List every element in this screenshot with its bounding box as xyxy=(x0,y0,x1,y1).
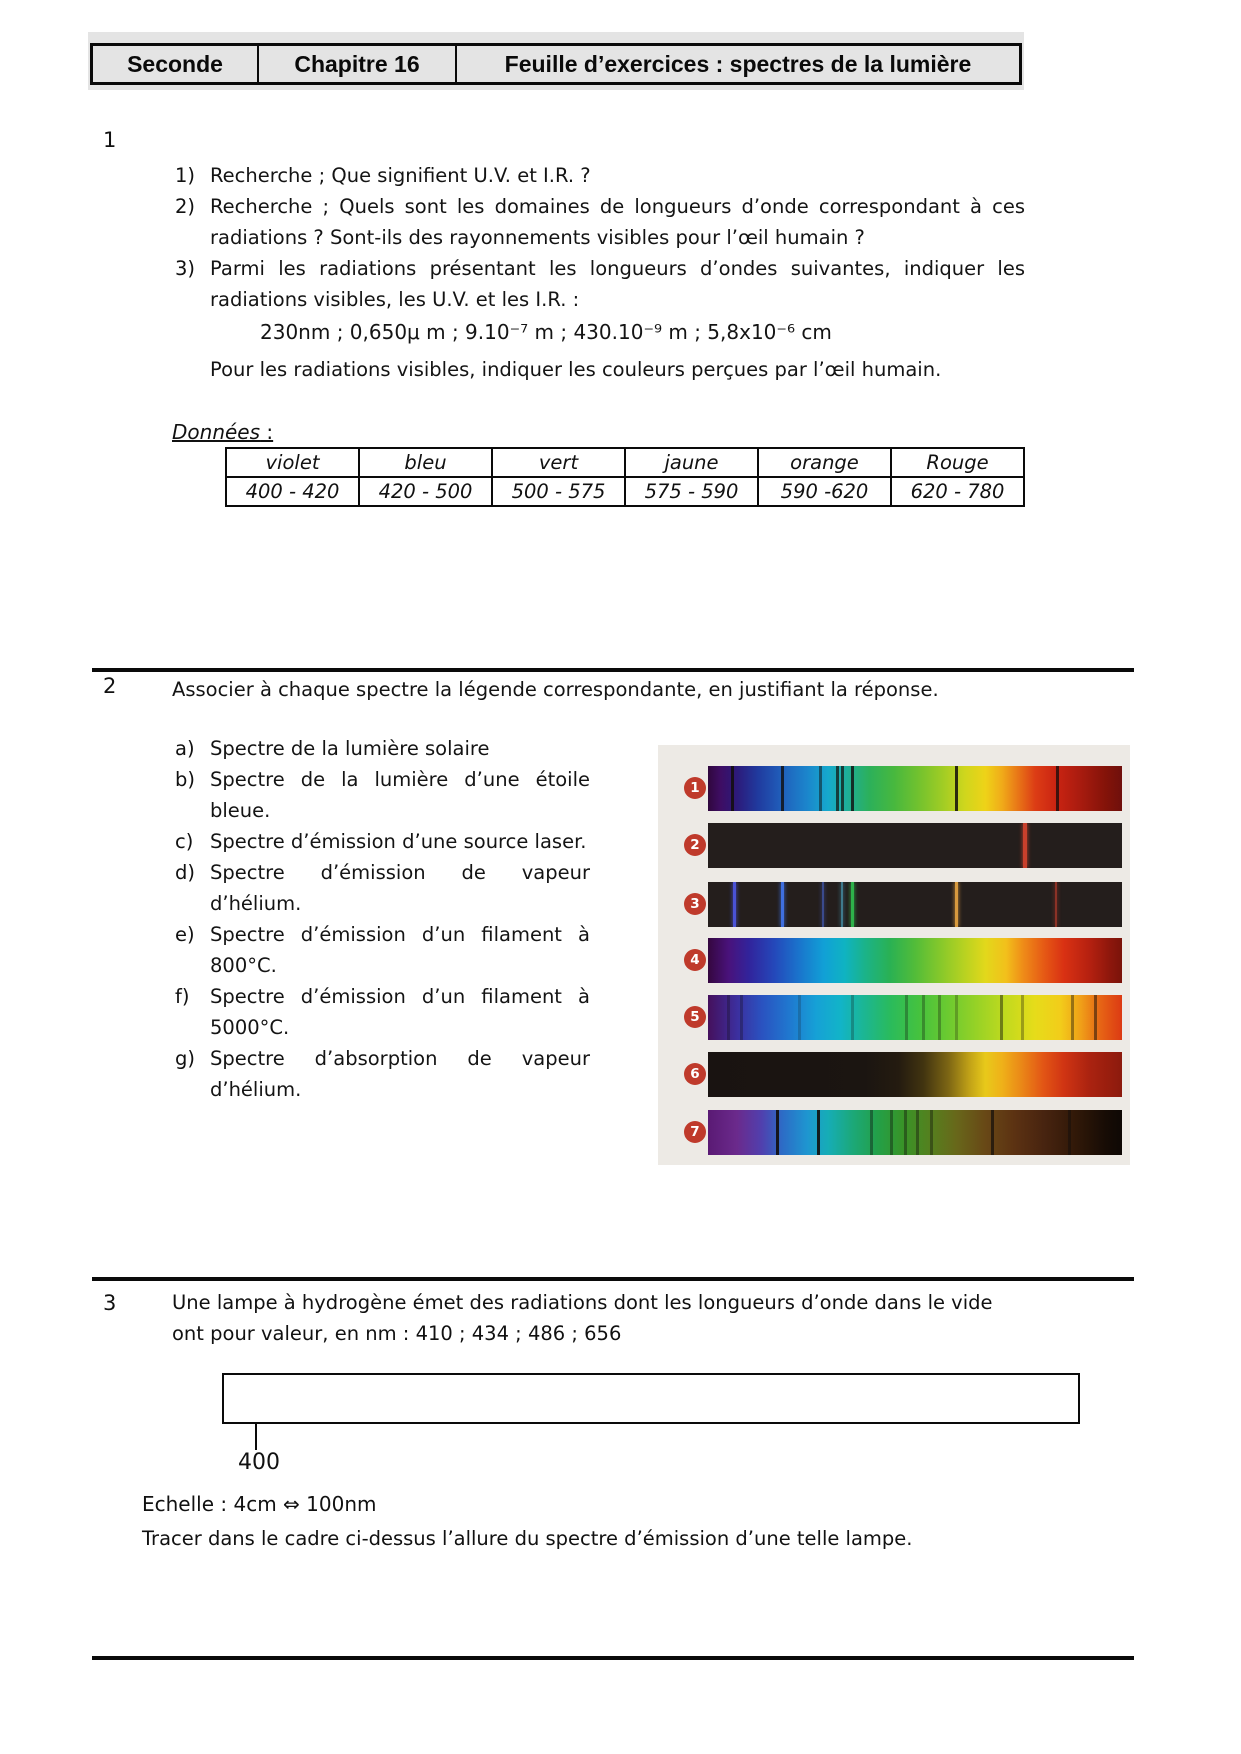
emission-line xyxy=(955,882,958,927)
spectrum-draw-box xyxy=(222,1373,1080,1424)
spectrum-number-badge: 3 xyxy=(684,893,706,915)
emission-line xyxy=(851,882,854,927)
table-value-cell: 620 - 780 xyxy=(891,477,1024,506)
document-header xyxy=(88,32,1024,90)
header-cell-chapter: Chapitre 16 xyxy=(259,46,457,82)
item-number: 1) xyxy=(175,164,196,187)
legend-text: Spectre d’absorption de vapeur d’hélium. xyxy=(210,1047,590,1101)
absorption-line xyxy=(817,1110,820,1155)
legend-item xyxy=(175,981,595,1043)
scale-label: Echelle : 4cm ⇔ 100nm xyxy=(142,1492,377,1516)
table-value-cell: 500 - 575 xyxy=(492,477,625,506)
bottom-rule xyxy=(92,1656,1134,1660)
exercise2-legend-list xyxy=(175,733,595,1105)
spectrum-band xyxy=(708,1052,1122,1097)
absorption-line xyxy=(922,995,925,1040)
table-header-cell: jaune xyxy=(625,448,758,477)
legend-item xyxy=(175,857,595,919)
absorption-line xyxy=(938,995,941,1040)
item-text: Recherche ; Quels sont les domaines de longueurs d’onde correspondant à ces radiations ? Sont-ils des rayonnements visibles pour l’œil humain ? xyxy=(210,195,1025,249)
table-header-cell: violet xyxy=(226,448,359,477)
absorption-line xyxy=(1000,995,1003,1040)
spectrum-number-badge: 4 xyxy=(684,949,706,971)
absorption-line xyxy=(836,766,839,811)
legend-text: Spectre d’émission d’une source laser. xyxy=(210,830,587,853)
table-value-cell: 575 - 590 xyxy=(625,477,758,506)
axis-tick-400 xyxy=(255,1422,257,1450)
legend-item xyxy=(175,919,595,981)
visible-colors-note: Pour les radiations visibles, indiquer les couleurs perçues par l’œil humain. xyxy=(210,358,942,381)
legend-text: Spectre de la lumière solaire xyxy=(210,737,490,760)
absorption-line xyxy=(991,1110,994,1155)
legend-item xyxy=(175,826,595,857)
legend-item xyxy=(175,1043,595,1105)
absorption-line xyxy=(905,995,908,1040)
absorption-line xyxy=(1056,766,1059,811)
legend-letter: f) xyxy=(175,985,190,1008)
spectrum-number-badge: 7 xyxy=(684,1121,706,1143)
legend-letter: e) xyxy=(175,923,195,946)
spectrum-band xyxy=(708,766,1122,811)
exercise1-question-list xyxy=(175,160,1027,385)
spectrum-band xyxy=(708,1110,1122,1155)
table-header-cell: bleu xyxy=(359,448,492,477)
emission-line xyxy=(822,882,824,927)
absorption-line xyxy=(781,766,784,811)
donnees-colon: : xyxy=(260,420,274,444)
absorption-line xyxy=(870,1110,873,1155)
section-divider-2 xyxy=(92,668,1134,672)
exercise3-text-line2: ont pour valeur, en nm : 410 ; 434 ; 486 ; 656 xyxy=(172,1322,622,1345)
absorption-line xyxy=(890,1110,893,1155)
header-cell-title: Feuille d’exercices : spectres de la lumière xyxy=(504,50,972,77)
legend-letter: c) xyxy=(175,830,194,853)
emission-line xyxy=(841,882,843,927)
spectrum-band xyxy=(708,938,1122,983)
donnees-label-text: Données xyxy=(172,420,261,444)
absorption-line xyxy=(731,766,734,811)
table-value-row xyxy=(226,477,1024,506)
spectrum-number-badge: 2 xyxy=(684,834,706,856)
absorption-line xyxy=(1068,1110,1071,1155)
absorption-line xyxy=(819,766,822,811)
exercise2-number: 2 xyxy=(103,674,117,698)
absorption-line xyxy=(851,995,854,1040)
emission-line xyxy=(781,882,784,927)
section-divider-3 xyxy=(92,1277,1134,1281)
item-text: Recherche ; Que signifient U.V. et I.R. ? xyxy=(210,164,591,187)
legend-text: Spectre d’émission d’un filament à 5000°C. xyxy=(210,985,590,1039)
spectrum-number-badge: 1 xyxy=(684,777,706,799)
table-value-cell: 400 - 420 xyxy=(226,477,359,506)
legend-letter: a) xyxy=(175,737,195,760)
table-header-row xyxy=(226,448,1024,477)
table-header-cell: orange xyxy=(758,448,891,477)
absorption-line xyxy=(1094,995,1097,1040)
emission-line xyxy=(1023,823,1027,868)
table-value-cell: 420 - 500 xyxy=(359,477,492,506)
absorption-line xyxy=(904,1110,907,1155)
exercise1-item xyxy=(175,253,1027,315)
legend-item xyxy=(175,764,595,826)
absorption-line xyxy=(851,766,854,811)
absorption-line xyxy=(1071,995,1074,1040)
donnees-label xyxy=(172,420,273,444)
spectrum-band xyxy=(708,823,1122,868)
absorption-line xyxy=(955,995,958,1040)
emission-line xyxy=(1055,882,1057,927)
table-header-cell: Rouge xyxy=(891,448,1024,477)
header-cell-level: Seconde xyxy=(93,46,259,82)
exercise1-number: 1 xyxy=(103,128,117,152)
table-header-cell: vert xyxy=(492,448,625,477)
spectrum-number-badge: 5 xyxy=(684,1006,706,1028)
spectrum-band xyxy=(708,995,1122,1040)
legend-letter: b) xyxy=(175,768,195,791)
legend-letter: g) xyxy=(175,1047,195,1070)
legend-text: Spectre d’émission de vapeur d’hélium. xyxy=(210,861,590,915)
legend-item xyxy=(175,733,595,764)
absorption-line xyxy=(1021,995,1024,1040)
exercise3-number: 3 xyxy=(103,1291,117,1315)
wavelength-values: 230nm ; 0,650μ m ; 9.10⁻⁷ m ; 430.10⁻⁹ m ; 5,8x10⁻⁶ cm xyxy=(260,320,832,344)
draw-instruction: Tracer dans le cadre ci-dessus l’allure du spectre d’émission d’une telle lampe. xyxy=(142,1527,913,1550)
spectrum-band xyxy=(708,882,1122,927)
color-wavelength-table xyxy=(225,447,1025,507)
item-number: 2) xyxy=(175,195,196,218)
absorption-line xyxy=(916,1110,919,1155)
table-value-cell: 590 -620 xyxy=(758,477,891,506)
absorption-line xyxy=(955,766,958,811)
item-text: Parmi les radiations présentant les longueurs d’ondes suivantes, indiquer les radiations visibles, les U.V. et les I.R. : xyxy=(210,257,1025,311)
exercise2-intro: Associer à chaque spectre la légende correspondante, en justifiant la réponse. xyxy=(172,678,939,701)
legend-text: Spectre d’émission d’un filament à 800°C. xyxy=(210,923,590,977)
exercise3-text-line1: Une lampe à hydrogène émet des radiations dont les longueurs d’onde dans le vide xyxy=(172,1291,993,1314)
item-number: 3) xyxy=(175,257,196,280)
legend-letter: d) xyxy=(175,861,195,884)
exercise1-item xyxy=(175,191,1027,253)
absorption-line xyxy=(841,766,844,811)
absorption-line xyxy=(798,995,801,1040)
exercise1-item xyxy=(175,160,1027,191)
header-table xyxy=(90,43,1022,85)
absorption-line xyxy=(930,1110,933,1155)
axis-label-400: 400 xyxy=(238,1450,280,1475)
absorption-line xyxy=(776,1110,779,1155)
absorption-line xyxy=(727,995,730,1040)
legend-text: Spectre de la lumière d’une étoile bleue. xyxy=(210,768,590,822)
emission-line xyxy=(733,882,736,927)
spectrum-number-badge: 6 xyxy=(684,1063,706,1085)
absorption-line xyxy=(740,995,743,1040)
